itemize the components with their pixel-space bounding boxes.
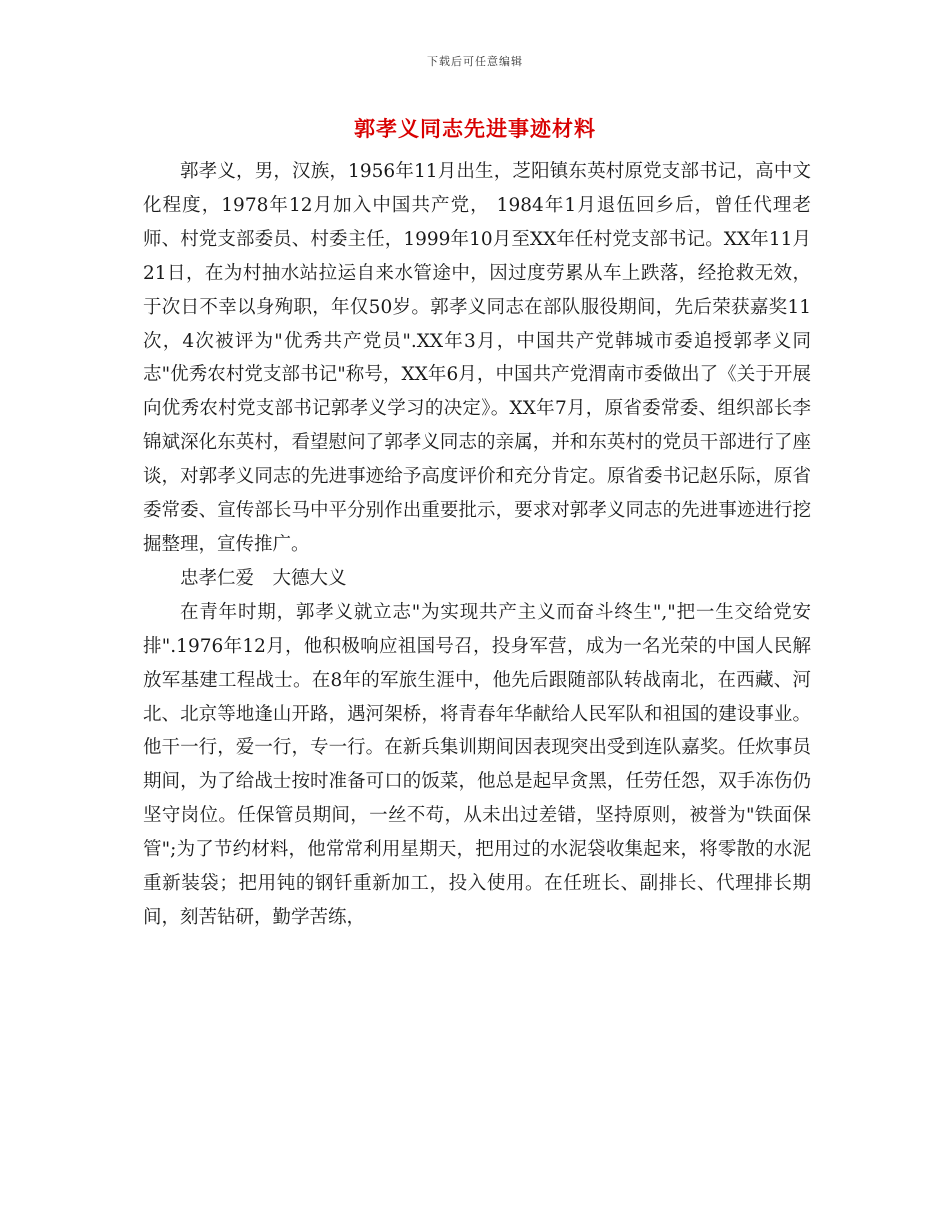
paragraph-youth: 在青年时期，郭孝义就立志"为实现共产主义而奋斗终生","把一生交给党安排".1976年12月，他积极响应祖国号召，投身军营，成为一名光荣的中国人民解放军基建工程战士。在8年的军旅生涯中，他先后跟随部队转战南北，在西藏、河北、北京等地逢山开路，遇河架桥，将青春年华献给人民军队和祖国的建设事业。他干一行，爱一行，专一行。在新兵集训期间因表现突出受到连队嘉奖。任炊事员期间，为了给战士按时准备可口的饭菜，他总是起早贪黑，任劳任怨，双手冻伤仍坚守岗位。任保管员期间，一丝不苟，从未出过差错，坚持原则，被誉为"铁面保管";为了节约材料，他常常利用星期天，把用过的水泥袋收集起来，将零散的水泥重新装袋；把用钝的钢钎重新加工，投入使用。在任班长、副排长、代理排长期间，刻苦钻研，勤学苦练，	[143, 601, 811, 928]
paragraph-intro: 郭孝义，男，汉族，1956年11月出生，芝阳镇东英村原党支部书记，高中文化程度，1978年12月加入中国共产党， 1984年1月退伍回乡后，曾任代理老师、村党支部委员、村委主任，1999年10月至XX年任村党支部书记。XX年11月21日，在为村抽水站拉运自来水管途中，因过度劳累从车上跌落，经抢救无效，于次日不幸以身殉职，年仅50岁。郭孝义同志在部队服役期间，先后荣获嘉奖11次，4次被评为"优秀共产党员".XX年3月，中国共产党韩城市委追授郭孝义同志"优秀农村党支部书记"称号，XX年6月，中国共产党渭南市委做出了《关于开展向优秀农村党支部书记郭孝义学习的决定》。XX年7月，原省委常委、组织部长李锦斌深化东英村，看望慰问了郭孝义同志的亲属，并和东英村的党员干部进行了座谈，对郭孝义同志的先进事迹给予高度评价和充分肯定。原省委书记赵乐际，原省委常委、宣传部长马中平分别作出重要批示，要求对郭孝义同志的先进事迹进行挖掘整理，宣传推广。	[143, 161, 811, 555]
document-body	[143, 155, 811, 935]
header-note: 下载后可任意编辑	[427, 55, 523, 68]
document-title: 郭孝义同志先进事迹材料	[354, 116, 596, 141]
section-heading: 忠孝仁爱 大德大义	[180, 567, 347, 589]
